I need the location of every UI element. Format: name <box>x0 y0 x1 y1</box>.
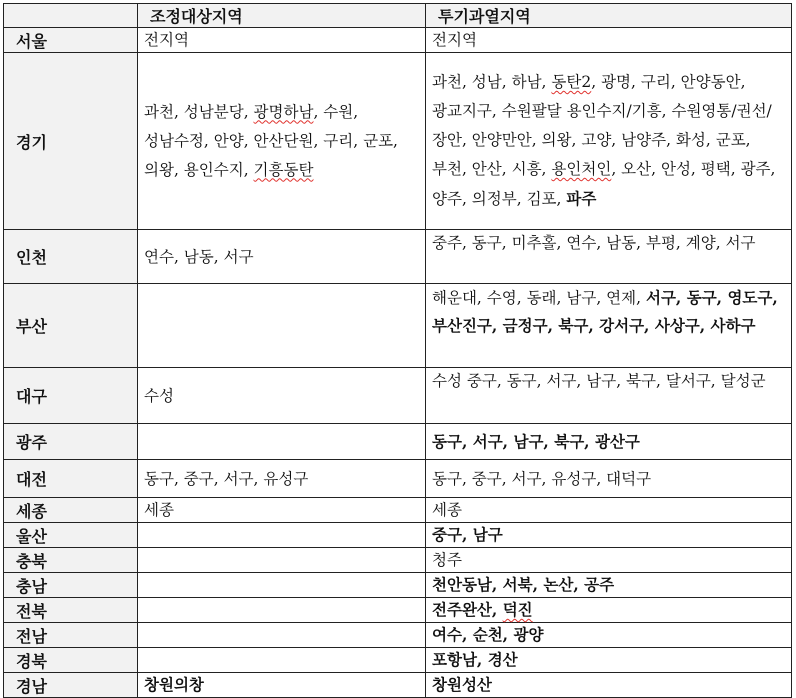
table-row <box>4 573 792 598</box>
cell-text: 연수, 남동, 서구 <box>144 247 254 266</box>
cell-text: 수성 <box>144 386 174 405</box>
region-table-container <box>3 3 791 698</box>
speculation-cell <box>426 548 792 573</box>
table-row <box>4 53 792 230</box>
cell-text: 해운대, 수영, 동래, 남구, 연제, <box>432 289 646 307</box>
header-region <box>4 4 138 28</box>
cell-text: 창원성산 <box>432 675 492 694</box>
speculation-cell <box>426 598 792 623</box>
cell-text: 동탄2 <box>551 73 592 91</box>
speculation-cell <box>426 673 792 698</box>
region-name: 대전 <box>4 460 138 498</box>
speculation-cell <box>426 460 792 498</box>
table-row <box>4 460 792 498</box>
adjustment-cell <box>138 548 426 573</box>
speculation-cell <box>426 648 792 673</box>
region-name: 전남 <box>4 623 138 648</box>
adjustment-cell <box>138 523 426 548</box>
cell-text: 동구, 중구, 서구, 유성구 <box>144 469 309 488</box>
cell-text: 창원의창 <box>144 675 204 694</box>
cell-text: 기흥동탄 <box>253 160 314 179</box>
region-name: 경북 <box>4 648 138 673</box>
adjustment-cell <box>138 573 426 598</box>
region-name: 광주 <box>4 424 138 460</box>
adjustment-cell <box>138 368 426 424</box>
region-name: 인천 <box>4 230 138 284</box>
region-name: 충북 <box>4 548 138 573</box>
header-speculation-area: 투기과열지역 <box>426 4 792 28</box>
cell-text: 세종 <box>432 501 462 519</box>
cell-text: 수성 중구, 동구, 서구, 남구, 북구, 달서구, 달성군 <box>432 372 766 390</box>
table-row <box>4 230 792 284</box>
speculation-cell <box>426 424 792 460</box>
adjustment-cell <box>138 648 426 673</box>
speculation-cell <box>426 623 792 648</box>
table-row <box>4 623 792 648</box>
speculation-cell <box>426 368 792 424</box>
cell-text: 동구, 서구, 남구, 북구, 광산구 <box>432 431 640 451</box>
adjustment-cell <box>138 598 426 623</box>
cell-text: 중구, 남구 <box>432 525 503 544</box>
cell-text: 과천, 성남분당, <box>144 102 254 121</box>
cell-text: 과천, 성남, 하남, <box>432 73 552 91</box>
speculation-cell <box>426 573 792 598</box>
region-name: 충남 <box>4 573 138 598</box>
region-name: 경기 <box>4 53 138 230</box>
adjustment-cell <box>138 498 426 523</box>
speculation-cell <box>426 284 792 368</box>
cell-text: 천안동남, 서북, 논산, 공주 <box>432 575 615 594</box>
adjustment-cell <box>138 623 426 648</box>
cell-text: 광명하남 <box>253 102 314 121</box>
adjustment-cell <box>138 28 426 53</box>
header-adjustment-area: 조정대상지역 <box>138 4 426 28</box>
adjustment-cell <box>138 230 426 284</box>
table-row <box>4 598 792 623</box>
cell-text: , 오산, 안성, 평택, 광주, 양주, 의정부, 김포, <box>432 160 776 208</box>
cell-text: 동구, 중구, 서구, 유성구, 대덕구 <box>432 469 652 488</box>
cell-text: 전주완산, <box>432 600 503 619</box>
table-row <box>4 548 792 573</box>
adjustment-cell <box>138 53 426 230</box>
adjustment-cell <box>138 424 426 460</box>
cell-text: 파주 <box>566 189 597 208</box>
region-name: 서울 <box>4 28 138 53</box>
cell-text: 전지역 <box>144 31 189 49</box>
cell-text: 전지역 <box>432 31 477 49</box>
table-row <box>4 28 792 53</box>
table-row <box>4 673 792 698</box>
cell-text: 서구, 동구, 영도구, 부산진구, 금정구, 북구, 강서구, 사상구, 사하구 <box>432 288 778 335</box>
adjustment-cell <box>138 284 426 368</box>
speculation-cell <box>426 498 792 523</box>
cell-text: 세종 <box>144 501 174 519</box>
cell-text: , 수원, 성남수정, 안양, 안산단원, 구리, 군포, 의왕, 용인수지, <box>144 102 398 179</box>
table-row <box>4 498 792 523</box>
adjustment-cell <box>138 460 426 498</box>
table-row <box>4 523 792 548</box>
regulated-areas-table <box>3 3 792 698</box>
region-name: 경남 <box>4 673 138 698</box>
cell-text: 여수, 순천, 광양 <box>432 625 544 644</box>
region-name: 대구 <box>4 368 138 424</box>
table-row <box>4 648 792 673</box>
cell-text: , 광명, 구리, 안양동안, 광교지구, 수원팔달 용인수지/기흥, 수원영통/권선/장안, 안양만안, 의왕, 고양, 남양주, 화성, 군포, 부천, 안산, 시흥, <box>432 73 772 178</box>
speculation-cell <box>426 28 792 53</box>
speculation-cell <box>426 523 792 548</box>
adjustment-cell <box>138 673 426 698</box>
table-row <box>4 368 792 424</box>
speculation-cell <box>426 230 792 284</box>
cell-text: 포항남, 경산 <box>432 650 518 669</box>
table-row <box>4 424 792 460</box>
cell-text: 용인처인 <box>551 160 612 178</box>
speculation-cell <box>426 53 792 230</box>
region-name: 전북 <box>4 598 138 623</box>
cell-text: 청주 <box>432 551 462 569</box>
cell-text: 중주, 동구, 미추홀, 연수, 남동, 부평, 계양, 서구 <box>432 234 756 252</box>
table-header-row <box>4 4 792 28</box>
region-name: 부산 <box>4 284 138 368</box>
cell-text: 덕진 <box>502 600 533 619</box>
table-row <box>4 284 792 368</box>
region-name: 울산 <box>4 523 138 548</box>
region-name: 세종 <box>4 498 138 523</box>
